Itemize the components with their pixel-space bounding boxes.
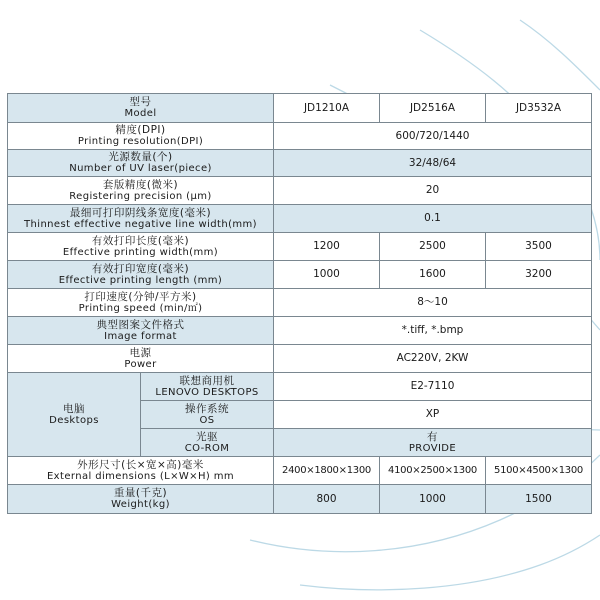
- format-value: *.tiff, *.bmp: [274, 317, 592, 345]
- length-value-jd1210a: 1200: [274, 233, 380, 261]
- desktop-model-label: [141, 373, 274, 401]
- weight-value-jd3532a: 1500: [486, 485, 592, 514]
- dimensions-label: [8, 457, 274, 485]
- registering-label-en: Registering precision (μm): [69, 190, 212, 202]
- width-value-jd1210a: 1000: [274, 261, 380, 289]
- lasers-label: [8, 150, 274, 177]
- cdrom-value: [274, 429, 592, 457]
- row-image-format: [8, 317, 592, 345]
- width-label: [8, 261, 274, 289]
- speed-label: [8, 289, 274, 317]
- cdrom-value-cn: 有: [427, 430, 438, 443]
- row-desktop-model: [8, 373, 592, 401]
- os-value: XP: [274, 401, 592, 429]
- dimensions-label-cn: 外形尺寸(长×宽×高)毫米: [77, 458, 204, 471]
- os-label-en: OS: [199, 414, 215, 426]
- registering-value: 20: [274, 177, 592, 205]
- power-label-en: Power: [124, 358, 157, 370]
- width-label-en: Effective printing length (mm): [58, 274, 223, 286]
- row-weight: [8, 485, 592, 514]
- speed-label-cn: 打印速度(分钟/平方米): [84, 290, 197, 303]
- model-label: [8, 94, 274, 123]
- row-power: [8, 345, 592, 373]
- dimensions-value-jd3532a: 5100×4500×1300: [486, 457, 592, 485]
- speed-value: 8～10: [274, 289, 592, 317]
- cdrom-label: [141, 429, 274, 457]
- registering-label-cn: 套版精度(微米): [102, 178, 179, 191]
- format-label: [8, 317, 274, 345]
- row-printing-width: [8, 261, 592, 289]
- thinnest-label-cn: 最细可打印阴线条宽度(毫米): [69, 206, 212, 219]
- computer-label-en: Desktops: [49, 414, 99, 426]
- power-label-cn: 电源: [129, 346, 152, 359]
- row-model: [8, 94, 592, 123]
- lasers-label-cn: 光源数量(个): [108, 151, 173, 164]
- resolution-label-en: Printing resolution(DPI): [77, 136, 204, 148]
- dimensions-label-en: External dimensions (L×W×H) mm: [46, 470, 235, 482]
- row-printing-length: [8, 233, 592, 261]
- lasers-value: 32/48/64: [274, 150, 592, 177]
- weight-label-en: Weight(kg): [111, 499, 170, 511]
- dimensions-value-jd2516a: 4100×2500×1300: [380, 457, 486, 485]
- cdrom-value-en: PROVIDE: [408, 442, 457, 454]
- computer-label-cn: 电脑: [63, 402, 85, 415]
- dimensions-value-jd1210a: 2400×1800×1300: [274, 457, 380, 485]
- desktop-model-value: E2-7110: [274, 373, 592, 401]
- resolution-label: [8, 123, 274, 150]
- format-label-en: Image format: [104, 330, 177, 342]
- row-registering: [8, 177, 592, 205]
- model-jd2516a: JD2516A: [380, 94, 486, 123]
- model-label-cn: 型号: [129, 96, 152, 109]
- width-label-cn: 有效打印宽度(毫米): [91, 262, 190, 275]
- row-dimensions: [8, 457, 592, 485]
- spec-table: [7, 93, 592, 514]
- length-value-jd2516a: 2500: [380, 233, 486, 261]
- cdrom-label-en: CO-ROM: [184, 442, 230, 454]
- os-label: [141, 401, 274, 429]
- row-printing-speed: [8, 289, 592, 317]
- weight-value-jd2516a: 1000: [380, 485, 486, 514]
- thinnest-value: 0.1: [274, 205, 592, 233]
- row-lasers: [8, 150, 592, 177]
- cdrom-label-cn: 光驱: [196, 430, 218, 443]
- model-jd1210a: JD1210A: [274, 94, 380, 123]
- os-label-cn: 操作系统: [185, 402, 229, 415]
- width-value-jd3532a: 3200: [486, 261, 592, 289]
- power-value: AC220V, 2KW: [274, 345, 592, 373]
- row-thinnest-line: [8, 205, 592, 233]
- thinnest-label: [8, 205, 274, 233]
- weight-label-cn: 重量(千克): [113, 487, 168, 500]
- length-label-en: Effective printing width(mm): [62, 246, 219, 258]
- speed-label-en: Printing speed (min/㎡): [78, 302, 203, 314]
- weight-label: [8, 485, 274, 514]
- desktop-model-label-en: LENOVO DESKTOPS: [155, 386, 259, 398]
- weight-value-jd1210a: 800: [274, 485, 380, 514]
- width-value-jd2516a: 1600: [380, 261, 486, 289]
- row-resolution: [8, 123, 592, 150]
- model-label-en: Model: [124, 108, 157, 120]
- desktop-model-label-cn: 联想商用机: [179, 374, 235, 387]
- length-label: [8, 233, 274, 261]
- registering-label: [8, 177, 274, 205]
- resolution-label-cn: 精度(DPI): [115, 124, 166, 137]
- resolution-value: 600/720/1440: [274, 123, 592, 150]
- computer-label: [8, 373, 141, 457]
- power-label: [8, 345, 274, 373]
- model-jd3532a: JD3532A: [486, 94, 592, 123]
- length-label-cn: 有效打印长度(毫米): [91, 234, 190, 247]
- length-value-jd3532a: 3500: [486, 233, 592, 261]
- format-label-cn: 典型图案文件格式: [96, 318, 185, 331]
- thinnest-label-en: Thinnest effective negative line width(mm): [24, 218, 257, 230]
- lasers-label-en: Number of UV laser(piece): [69, 163, 212, 175]
